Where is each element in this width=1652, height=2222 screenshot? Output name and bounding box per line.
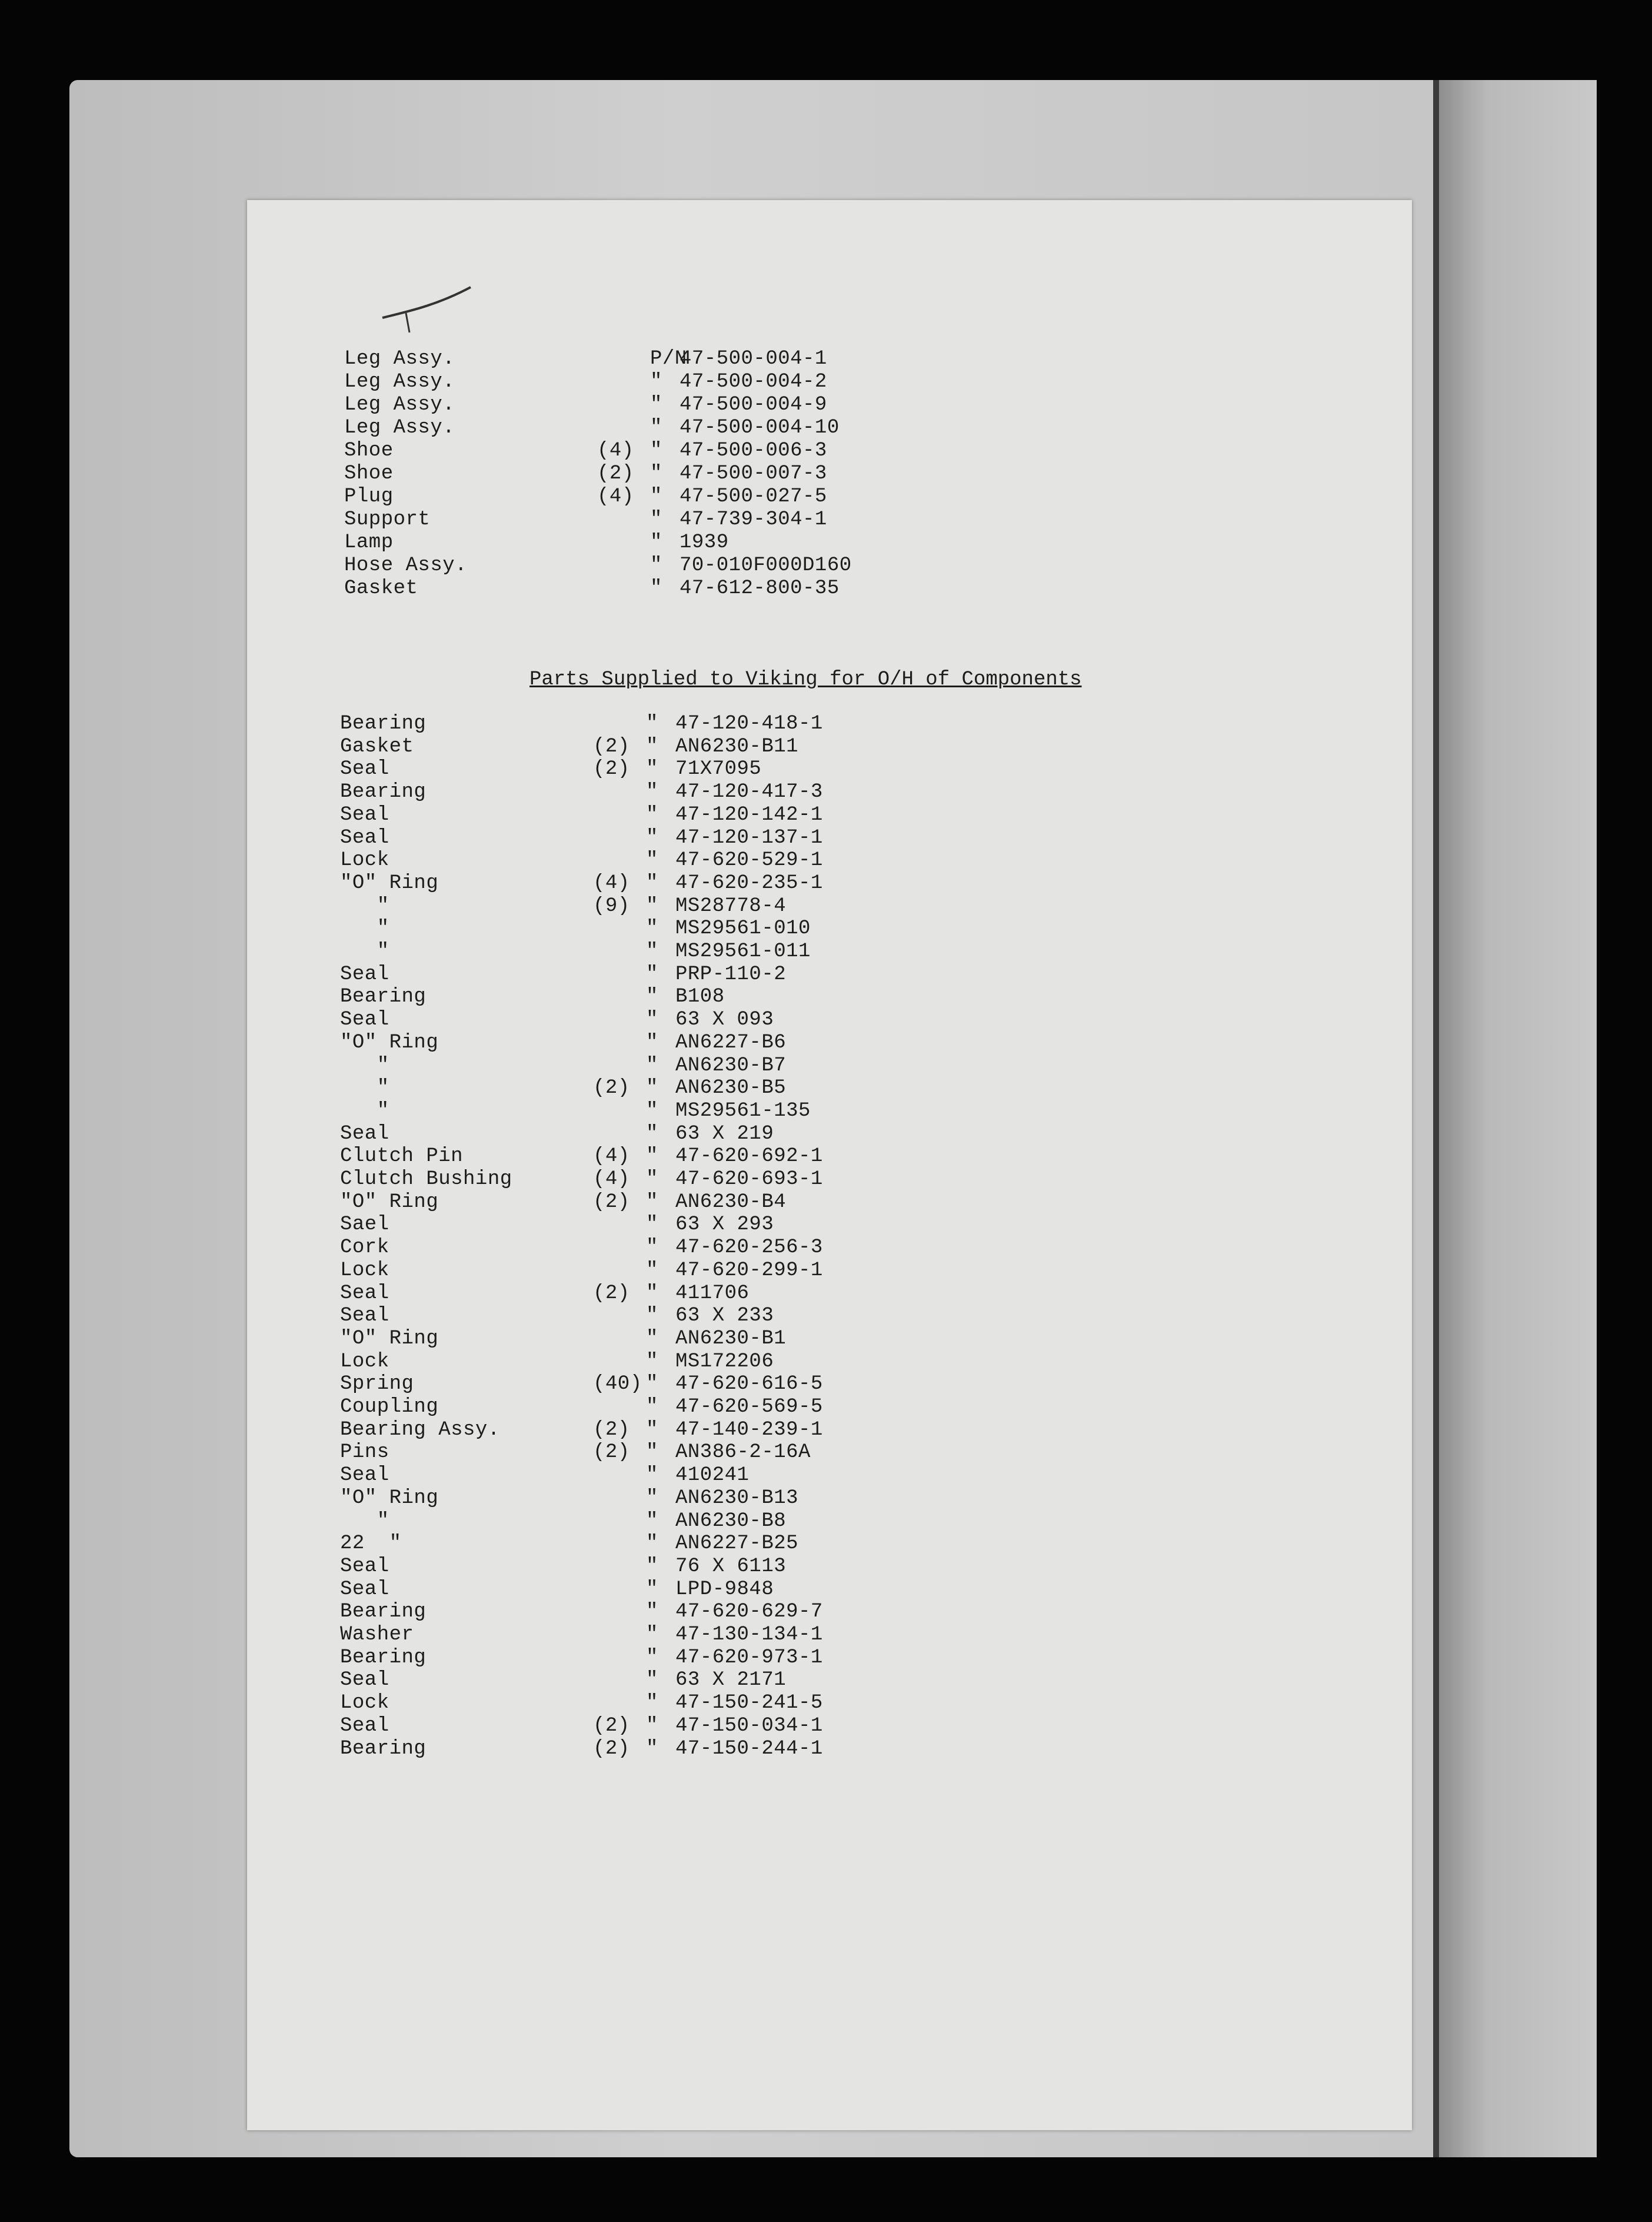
part-name: Cork: [340, 1236, 389, 1259]
part-name: Coupling: [340, 1396, 439, 1418]
part-name: Spring: [340, 1373, 414, 1396]
table-row: [340, 1304, 1164, 1328]
table-row: [344, 554, 1168, 577]
part-name: Lock: [340, 1350, 389, 1373]
part-name: Bearing: [340, 1646, 427, 1669]
part-mark: ": [646, 1373, 658, 1396]
part-mark: ": [646, 1259, 658, 1282]
part-number: 47-620-235-1: [675, 871, 823, 894]
part-mark: ": [646, 894, 658, 917]
part-mark: ": [646, 1305, 658, 1328]
part-number: AN386-2-16A: [675, 1441, 811, 1464]
table-row: [340, 1691, 1164, 1715]
table-row: [340, 826, 1164, 850]
part-name: Lock: [340, 1259, 389, 1282]
part-mark: ": [646, 963, 658, 986]
part-number: 63 X 233: [675, 1305, 774, 1328]
table-row: [340, 917, 1164, 940]
part-name: ": [340, 1077, 389, 1100]
table-row: [344, 462, 1168, 485]
part-number: B108: [675, 986, 725, 1009]
part-qty: (4): [593, 1145, 630, 1168]
part-mark: ": [646, 1145, 658, 1168]
part-name: Hose Assy.: [344, 554, 468, 577]
part-number: PRP-110-2: [675, 963, 787, 986]
part-mark: ": [650, 371, 662, 393]
part-qty: (2): [593, 758, 630, 781]
table-row: [340, 1054, 1164, 1077]
part-name: Bearing Assy.: [340, 1418, 500, 1441]
part-mark: ": [650, 440, 662, 462]
part-mark: ": [646, 1441, 658, 1464]
part-mark: ": [650, 577, 662, 600]
table-row: [340, 849, 1164, 872]
part-name: Seal: [340, 1669, 389, 1692]
table-row: [340, 1441, 1164, 1464]
table-row: [344, 508, 1168, 531]
part-mark: ": [646, 1099, 658, 1122]
part-number: AN6230-B7: [675, 1054, 787, 1077]
part-name: Gasket: [340, 735, 414, 758]
part-number: AN6227-B6: [675, 1031, 787, 1054]
part-mark: ": [646, 1509, 658, 1532]
part-mark: ": [646, 1122, 658, 1145]
part-mark: ": [646, 1350, 658, 1373]
part-qty: (4): [593, 871, 630, 894]
part-mark: ": [646, 1624, 658, 1646]
part-mark: ": [646, 758, 658, 781]
part-number: MS29561-010: [675, 917, 811, 940]
table-row: [340, 1555, 1164, 1578]
table-row: [340, 894, 1164, 918]
table-row: [340, 1463, 1164, 1487]
part-mark: ": [646, 826, 658, 849]
part-number: 410241: [675, 1464, 750, 1487]
part-mark: ": [646, 1009, 658, 1032]
part-number: 47-620-299-1: [675, 1259, 823, 1282]
part-name: Leg Assy.: [344, 394, 455, 416]
table-row: [340, 1145, 1164, 1168]
part-name: "O" Ring: [340, 1486, 439, 1509]
part-mark: ": [646, 1486, 658, 1509]
part-name: Bearing: [340, 986, 427, 1009]
part-name: Gasket: [344, 577, 418, 600]
table-row: [340, 1600, 1164, 1624]
part-mark: ": [646, 735, 658, 758]
part-name: Plug: [344, 485, 394, 508]
part-name: ": [340, 940, 389, 963]
part-mark: ": [646, 1532, 658, 1555]
part-name: Lamp: [344, 531, 394, 554]
part-mark: ": [646, 1054, 658, 1077]
part-number: 63 X 093: [675, 1009, 774, 1032]
table-row: [344, 531, 1168, 554]
part-number: 47-150-034-1: [675, 1714, 823, 1737]
part-number: 47-500-007-3: [680, 463, 827, 485]
part-number: AN6230-B8: [675, 1509, 787, 1532]
part-name: Bearing: [340, 1737, 427, 1760]
part-mark: ": [650, 485, 662, 508]
part-mark: ": [646, 917, 658, 940]
part-number: 47-612-800-35: [680, 577, 840, 600]
part-number: 63 X 293: [675, 1213, 774, 1236]
part-name: Seal: [340, 1305, 389, 1328]
part-name: Bearing: [340, 1601, 427, 1624]
part-number: 47-500-006-3: [680, 440, 827, 462]
part-number: AN6230-B5: [675, 1077, 787, 1100]
table-row: [344, 577, 1168, 600]
table-row: [340, 871, 1164, 895]
table-row: [340, 1646, 1164, 1669]
part-mark: ": [646, 1282, 658, 1305]
table-row: [340, 985, 1164, 1009]
part-qty: (2): [593, 1418, 630, 1441]
part-number: AN6230-B11: [675, 735, 799, 758]
pen-mark-icon: [371, 277, 488, 347]
table-row: [340, 1737, 1164, 1761]
part-name: "O" Ring: [340, 1327, 439, 1350]
part-name: Shoe: [344, 440, 394, 462]
part-qty: (2): [597, 463, 634, 485]
table-row: [340, 1509, 1164, 1533]
film-edge-strip: [1433, 80, 1597, 2157]
table-row: [340, 1259, 1164, 1282]
part-qty: (4): [597, 440, 634, 462]
part-number: AN6230-B4: [675, 1190, 787, 1213]
part-name: Seal: [340, 803, 389, 826]
part-mark: ": [646, 713, 658, 735]
part-name: Bearing: [340, 781, 427, 804]
table-row: [340, 1076, 1164, 1100]
table-row: [340, 1668, 1164, 1692]
part-mark: ": [646, 1077, 658, 1100]
part-name: Seal: [340, 963, 389, 986]
table-row: [340, 1532, 1164, 1555]
part-number: 47-500-004-2: [680, 371, 827, 393]
part-name: Seal: [340, 1464, 389, 1487]
part-mark: ": [646, 1396, 658, 1418]
table-row: [340, 803, 1164, 827]
part-name: Shoe: [344, 463, 394, 485]
part-name: ": [340, 1509, 389, 1532]
part-name: Seal: [340, 1555, 389, 1578]
part-qty: (2): [593, 1441, 630, 1464]
part-name: Clutch Pin: [340, 1145, 464, 1168]
part-name: ": [340, 1054, 389, 1077]
table-row: [344, 393, 1168, 417]
part-name: Lock: [340, 849, 389, 872]
part-name: Lock: [340, 1692, 389, 1715]
table-row: [340, 1213, 1164, 1236]
part-name: Leg Assy.: [344, 348, 455, 370]
part-name: Seal: [340, 1009, 389, 1032]
part-mark: ": [650, 417, 662, 439]
part-mark: ": [646, 1692, 658, 1715]
table-row: [340, 757, 1164, 781]
part-name: "O" Ring: [340, 1190, 439, 1213]
part-mark: ": [646, 1646, 658, 1669]
part-mark: ": [646, 1714, 658, 1737]
part-mark: ": [646, 1464, 658, 1487]
part-mark: ": [650, 554, 662, 577]
table-row: [344, 485, 1168, 508]
table-row: [344, 347, 1168, 371]
part-name: "O" Ring: [340, 871, 439, 894]
table-row: [340, 1031, 1164, 1055]
part-mark: ": [646, 1236, 658, 1259]
part-number: 1939: [680, 531, 729, 554]
table-row: [344, 416, 1168, 440]
part-name: ": [340, 894, 389, 917]
part-number: 63 X 2171: [675, 1669, 787, 1692]
table-row: [340, 1395, 1164, 1419]
part-qty: (9): [593, 894, 630, 917]
part-name: Sael: [340, 1213, 389, 1236]
part-number: AN6230-B13: [675, 1486, 799, 1509]
table-row: [340, 1327, 1164, 1351]
part-number: 47-150-244-1: [675, 1737, 823, 1760]
part-name: Seal: [340, 826, 389, 849]
part-qty: (2): [593, 1737, 630, 1760]
part-mark: ": [646, 849, 658, 872]
section-heading: Parts Supplied to Viking for O/H of Components: [529, 668, 1082, 691]
table-row: [340, 780, 1164, 804]
table-row: [340, 1372, 1164, 1396]
part-mark: ": [646, 1737, 658, 1760]
part-mark: ": [650, 508, 662, 531]
part-number: 47-620-256-3: [675, 1236, 823, 1259]
part-name: Washer: [340, 1624, 414, 1646]
part-mark: ": [650, 531, 662, 554]
table-row: [340, 963, 1164, 986]
part-number: MS29561-135: [675, 1099, 811, 1122]
part-mark: ": [646, 1327, 658, 1350]
part-name: Clutch Bushing: [340, 1168, 512, 1190]
table-row: [340, 1350, 1164, 1373]
part-number: 47-620-693-1: [675, 1168, 823, 1190]
part-number: 47-620-529-1: [675, 849, 823, 872]
part-qty: (2): [593, 1077, 630, 1100]
part-mark: ": [646, 1601, 658, 1624]
part-number: 71X7095: [675, 758, 762, 781]
part-number: 47-620-569-5: [675, 1396, 823, 1418]
table-row: [340, 1122, 1164, 1146]
part-mark: ": [646, 1190, 658, 1213]
part-name: Leg Assy.: [344, 371, 455, 393]
part-number: 47-130-134-1: [675, 1624, 823, 1646]
part-mark: ": [646, 1578, 658, 1601]
part-mark: ": [646, 803, 658, 826]
table-row: [340, 1236, 1164, 1259]
part-qty: (2): [593, 1282, 630, 1305]
table-row: [340, 1008, 1164, 1032]
part-number: 76 X 6113: [675, 1555, 787, 1578]
part-number: 47-120-137-1: [675, 826, 823, 849]
part-number: 411706: [675, 1282, 750, 1305]
part-mark: ": [646, 1555, 658, 1578]
part-mark: ": [646, 1669, 658, 1692]
part-number: 47-140-239-1: [675, 1418, 823, 1441]
part-number: 47-620-973-1: [675, 1646, 823, 1669]
part-number: 47-620-692-1: [675, 1145, 823, 1168]
table-row: [340, 1623, 1164, 1646]
part-number: 47-500-004-1: [680, 348, 827, 370]
part-name: ": [340, 1099, 389, 1122]
part-name: Seal: [340, 1578, 389, 1601]
part-number: 63 X 219: [675, 1122, 774, 1145]
table-row: [340, 1486, 1164, 1510]
part-number: 47-120-417-3: [675, 781, 823, 804]
part-number: MS29561-011: [675, 940, 811, 963]
part-name: Seal: [340, 1714, 389, 1737]
part-number: 70-010F000D160: [680, 554, 852, 577]
part-mark: ": [646, 1213, 658, 1236]
part-qty: (4): [597, 485, 634, 508]
part-mark: ": [650, 394, 662, 416]
part-number: 47-500-004-10: [680, 417, 840, 439]
part-number: 47-620-616-5: [675, 1373, 823, 1396]
table-row: [344, 439, 1168, 463]
part-name: 22 ": [340, 1532, 402, 1555]
part-name: ": [340, 917, 389, 940]
part-name: Leg Assy.: [344, 417, 455, 439]
part-qty: (40): [593, 1373, 642, 1396]
document-page: [247, 200, 1412, 2130]
table-row: [340, 1282, 1164, 1305]
part-mark: ": [646, 871, 658, 894]
part-number: 47-120-142-1: [675, 803, 823, 826]
table-row: [340, 1578, 1164, 1601]
part-qty: (4): [593, 1168, 630, 1190]
table-row: [340, 712, 1164, 736]
part-number: AN6227-B25: [675, 1532, 799, 1555]
part-mark: ": [646, 986, 658, 1009]
table-row: [340, 1418, 1164, 1442]
part-number: AN6230-B1: [675, 1327, 787, 1350]
part-mark: ": [646, 1168, 658, 1190]
part-qty: (2): [593, 1714, 630, 1737]
table-row: [340, 1167, 1164, 1191]
part-mark: ": [646, 781, 658, 804]
part-mark: ": [646, 940, 658, 963]
part-number: 47-120-418-1: [675, 713, 823, 735]
part-name: Seal: [340, 1282, 389, 1305]
part-number: 47-500-004-9: [680, 394, 827, 416]
table-row: [344, 370, 1168, 394]
part-mark: P/N: [650, 348, 687, 370]
table-row: [340, 940, 1164, 963]
part-number: 47-500-027-5: [680, 485, 827, 508]
part-name: Support: [344, 508, 431, 531]
part-number: LPD-9848: [675, 1578, 774, 1601]
table-row: [340, 1190, 1164, 1214]
part-name: "O" Ring: [340, 1031, 439, 1054]
part-name: Seal: [340, 1122, 389, 1145]
part-qty: (2): [593, 735, 630, 758]
part-number: MS172206: [675, 1350, 774, 1373]
part-number: MS28778-4: [675, 894, 787, 917]
part-name: Pins: [340, 1441, 389, 1464]
part-name: Bearing: [340, 713, 427, 735]
part-number: 47-739-304-1: [680, 508, 827, 531]
table-row: [340, 735, 1164, 759]
part-qty: (2): [593, 1190, 630, 1213]
part-mark: ": [650, 463, 662, 485]
part-name: Seal: [340, 758, 389, 781]
part-number: 47-620-629-7: [675, 1601, 823, 1624]
part-mark: ": [646, 1031, 658, 1054]
table-row: [340, 1714, 1164, 1738]
part-mark: ": [646, 1418, 658, 1441]
table-row: [340, 1099, 1164, 1123]
part-number: 47-150-241-5: [675, 1692, 823, 1715]
